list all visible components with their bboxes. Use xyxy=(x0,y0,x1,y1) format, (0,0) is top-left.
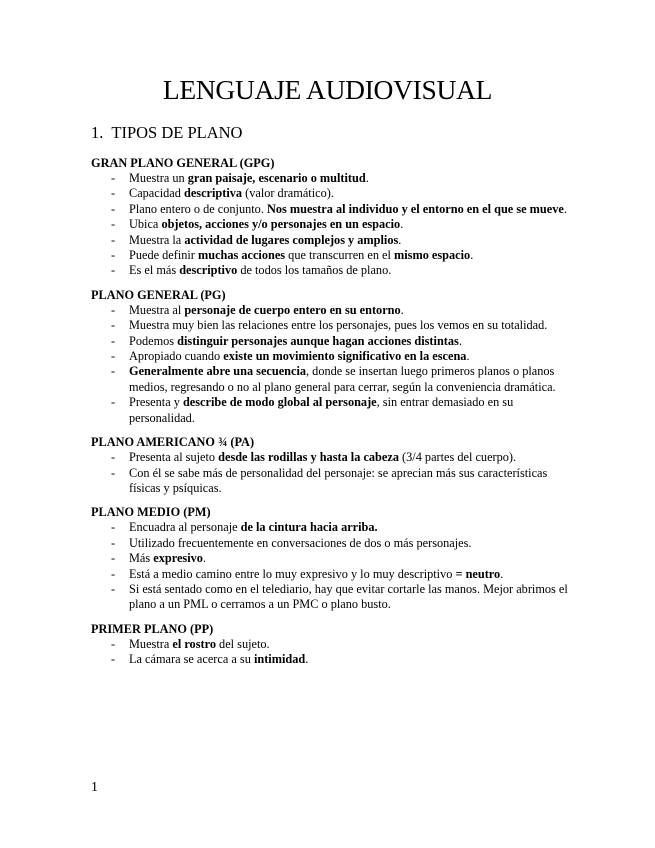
dash-bullet: - xyxy=(111,450,116,465)
dash-bullet: - xyxy=(111,186,116,201)
dash-bullet: - xyxy=(111,636,116,651)
plan-block xyxy=(91,434,571,496)
plan-block xyxy=(91,621,571,668)
list-item xyxy=(91,217,571,232)
bold-text: existe un movimiento significativo en la escena xyxy=(223,349,467,364)
text-segment: Con él se sabe más de personalidad del personaje: se aprecian más sus características físicas y psíquicas. xyxy=(129,465,548,495)
plan-heading: PLANO GENERAL (PG) xyxy=(91,287,226,302)
dash-bullet: - xyxy=(111,395,116,410)
list-item xyxy=(91,536,571,551)
text-segment: . xyxy=(466,349,470,364)
list-item xyxy=(91,551,571,566)
dash-bullet: - xyxy=(111,171,116,185)
text-segment: . xyxy=(398,232,402,247)
text-segment: Está a medio camino entre lo muy expresivo y lo muy descriptivo xyxy=(129,566,456,581)
plan-block xyxy=(91,155,571,279)
dash-bullet: - xyxy=(111,364,116,379)
section-number: 1. xyxy=(91,123,104,142)
bold-text: descriptivo xyxy=(179,263,238,278)
bullet-list xyxy=(91,303,571,426)
dash-bullet: - xyxy=(111,520,116,535)
bold-text: expresivo xyxy=(153,551,203,566)
text-segment: . xyxy=(563,201,567,216)
text-segment: Utilizado frecuentemente en conversaciones de dos o más personajes. xyxy=(129,535,472,550)
plan-block xyxy=(91,287,571,426)
dash-bullet: - xyxy=(111,581,116,596)
text-segment: . xyxy=(365,171,369,185)
text-segment: Muestra xyxy=(129,636,173,651)
list-item xyxy=(91,395,571,426)
list-item xyxy=(91,303,571,318)
dash-bullet: - xyxy=(111,349,116,364)
list-item xyxy=(91,263,571,278)
dash-bullet: - xyxy=(111,263,116,278)
dash-bullet: - xyxy=(111,318,116,333)
dash-bullet: - xyxy=(111,465,116,480)
list-item xyxy=(91,318,571,333)
dash-bullet: - xyxy=(111,566,116,581)
bold-text: muchas acciones xyxy=(197,248,286,263)
text-segment: Más xyxy=(129,551,154,566)
bold-text: mismo espacio xyxy=(394,248,471,263)
list-item xyxy=(91,349,571,364)
section-title xyxy=(91,123,242,143)
text-segment: Presenta y xyxy=(129,395,183,410)
text-segment: . xyxy=(305,652,309,667)
list-item xyxy=(91,233,571,248)
bold-text: objetos, acciones y/o personajes en un espacio xyxy=(161,217,401,232)
bullet-list xyxy=(91,450,571,496)
dash-bullet: - xyxy=(111,652,116,667)
list-item xyxy=(91,567,571,582)
text-segment: de todos los tamaños de plano. xyxy=(237,263,392,278)
dash-bullet: - xyxy=(111,535,116,550)
bold-text: Nos muestra al individuo y el entorno en el que se mueve xyxy=(266,201,564,216)
text-segment: Podemos xyxy=(129,333,178,348)
text-segment: La cámara se acerca a su xyxy=(129,652,254,667)
text-segment: . xyxy=(400,302,404,317)
text-segment: Apropiado cuando xyxy=(129,349,224,364)
list-item xyxy=(91,582,571,613)
plan-heading: PRIMER PLANO (PP) xyxy=(91,621,214,636)
dash-bullet: - xyxy=(111,217,116,232)
text-segment: . xyxy=(458,333,462,348)
text-segment: Muestra un xyxy=(129,171,188,185)
text-segment: , donde se insertan luego primeros planos o planos medios, regresando o no al plano general para cerrar, según la conveniencia dramática. xyxy=(129,364,556,394)
list-item xyxy=(91,652,571,667)
text-segment: Ubica xyxy=(129,217,162,232)
plan-block xyxy=(91,504,571,612)
plan-heading: PLANO AMERICANO ¾ (PA) xyxy=(91,435,255,450)
bold-text: actividad de lugares complejos y amplios xyxy=(184,232,399,247)
text-segment: , sin entrar demasiado en su personalidad. xyxy=(129,395,514,425)
list-item xyxy=(91,171,571,186)
page-number: 1 xyxy=(91,780,98,795)
bold-text: intimidad xyxy=(253,652,306,667)
text-segment: Muestra muy bien las relaciones entre los personajes, pues los vemos en su totalidad. xyxy=(129,318,548,333)
bold-text: personaje de cuerpo entero en su entorno xyxy=(184,302,401,317)
bold-text: Generalmente abre una secuencia xyxy=(129,364,307,379)
text-segment: Presenta al sujeto xyxy=(129,450,219,465)
list-item xyxy=(91,637,571,652)
text-segment: Si está sentado como en el telediario, hay que evitar cortarle las manos. Mejor abrimos el plano a un PML o cerramos a un PMC o plano busto. xyxy=(129,581,568,612)
text-segment: Puede definir xyxy=(129,248,198,263)
plan-heading: GRAN PLANO GENERAL (GPG) xyxy=(91,156,275,170)
text-segment: (3/4 partes del cuerpo). xyxy=(398,450,517,465)
text-segment: Muestra la xyxy=(129,232,185,247)
bold-text: el rostro xyxy=(172,636,216,651)
list-item xyxy=(91,520,571,535)
list-item xyxy=(91,248,571,263)
bold-text: = neutro xyxy=(455,566,501,581)
text-segment: . xyxy=(400,217,404,232)
dash-bullet: - xyxy=(111,248,116,263)
list-item xyxy=(91,334,571,349)
section-title-text: TIPOS DE PLANO xyxy=(111,123,243,142)
bullet-list xyxy=(91,637,571,668)
bold-text: gran paisaje, escenario o multitud xyxy=(187,171,366,185)
text-segment: del sujeto. xyxy=(215,636,270,651)
plan-type-list xyxy=(91,155,571,676)
dash-bullet: - xyxy=(111,302,116,317)
list-item xyxy=(91,364,571,395)
plan-heading: PLANO MEDIO (PM) xyxy=(91,505,211,520)
bold-text: describe de modo global al personaje xyxy=(182,395,377,410)
list-item xyxy=(91,186,571,201)
dash-bullet: - xyxy=(111,333,116,348)
document-title: LENGUAJE AUDIOVISUAL xyxy=(162,74,493,105)
list-item xyxy=(91,466,571,497)
text-segment: Muestra al xyxy=(129,302,185,317)
text-segment: . xyxy=(470,248,474,263)
bullet-list xyxy=(91,171,571,279)
text-segment: . xyxy=(202,551,206,566)
text-segment: Es el más xyxy=(129,263,180,278)
bullet-list xyxy=(91,520,571,612)
dash-bullet: - xyxy=(111,201,116,216)
dash-bullet: - xyxy=(111,551,116,566)
bold-text: de la cintura hacia arriba. xyxy=(240,520,378,535)
bold-text: distinguir personajes aunque hagan acciones distintas xyxy=(177,333,459,348)
list-item xyxy=(91,450,571,465)
bold-text: descriptiva xyxy=(183,186,243,201)
text-segment: que transcurren en el xyxy=(285,248,395,263)
text-segment: Capacidad xyxy=(129,186,184,201)
text-segment: Plano entero o de conjunto. xyxy=(129,201,267,216)
list-item xyxy=(91,202,571,217)
text-segment: Encuadra al personaje xyxy=(129,520,241,535)
text-segment: (valor dramático). xyxy=(242,186,334,201)
text-segment: . xyxy=(500,566,504,581)
dash-bullet: - xyxy=(111,232,116,247)
bold-text: desde las rodillas y hasta la cabeza xyxy=(218,450,399,465)
